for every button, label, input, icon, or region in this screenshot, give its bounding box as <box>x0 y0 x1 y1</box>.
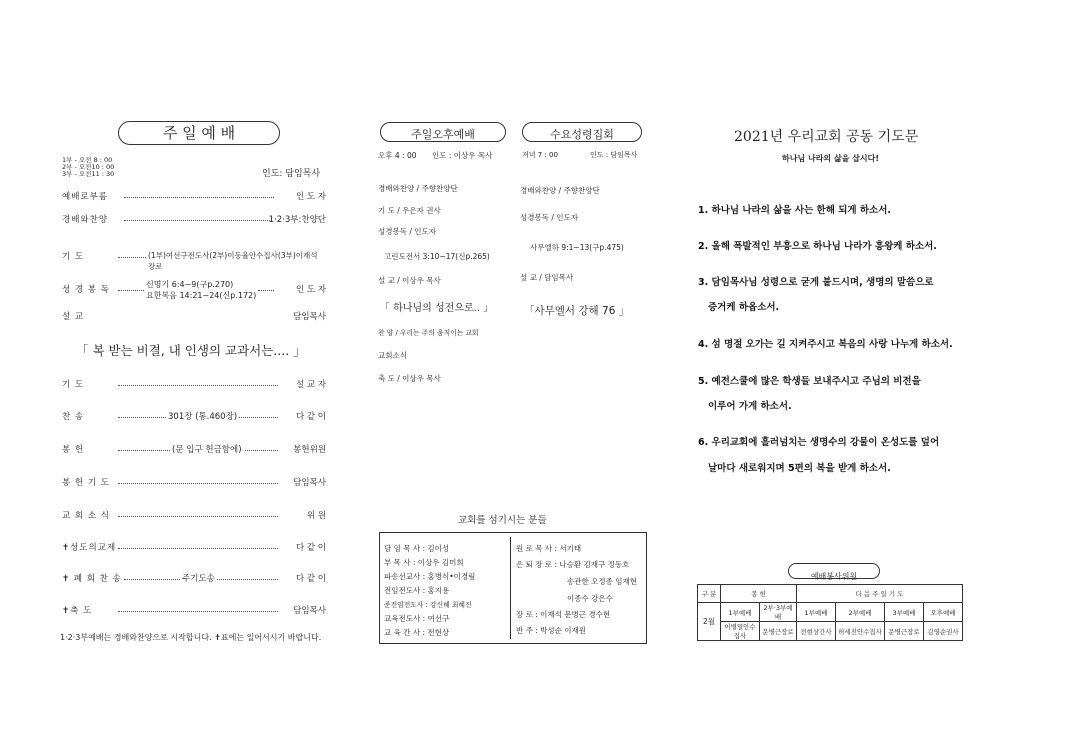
duty-cell: 문병근장로 <box>760 622 797 641</box>
order-label: ✝축 도 <box>62 606 93 616</box>
staff-title: 교회를 섬기시는 분들 <box>458 515 547 526</box>
duty-title <box>788 563 880 579</box>
duty-cell: 김영순권사 <box>924 622 963 641</box>
duty-sub: 3부예배 <box>885 603 924 622</box>
prayer-item: 5. 예전스쿨에 많은 학생들 보내주시고 주님의 비전을 <box>698 376 921 387</box>
afternoon-item: 기 도 / 우은자 권사 <box>378 206 441 215</box>
duty-sub: 2부·3부예배 <box>760 603 797 622</box>
duty-table <box>697 584 963 641</box>
duty-cell: 허세진안수집사 <box>836 622 885 641</box>
staff-left: 전임전도사 : 홍지용 <box>384 586 450 595</box>
order-right: 인 도 자 <box>295 285 326 295</box>
order-right: 다 같 이 <box>295 543 326 553</box>
footnote: 1·2·3부예배는 경배와찬양으로 시작합니다. ✝표에는 일어서시기 바랍니다. <box>60 633 322 642</box>
duty-head: 구 분 <box>698 585 721 603</box>
scripture-1: 신명기 6:4~9(구p.270) <box>146 280 234 289</box>
duty-head: 다 음 주 일 기 도 <box>797 585 963 603</box>
wednesday-time: 저녁 7 : 00 <box>522 151 558 159</box>
order-right: 인 도 자 <box>295 192 326 202</box>
order-row <box>62 541 326 555</box>
order-right: 위 원 <box>306 511 326 521</box>
staff-right: 장 로 : 이재석 문병근 경수현 <box>516 610 611 619</box>
order-right: 담임목사 <box>293 478 326 488</box>
order-row <box>62 572 326 586</box>
order-row <box>62 476 326 490</box>
afternoon-leader: 인도 : 이상우 목사 <box>432 151 493 160</box>
staff-left: 준전임전도사 : 강신혜 최혜진 <box>384 601 472 609</box>
afternoon-scripture: 고린도전서 3:10~17(신p.265) <box>384 252 490 261</box>
prayer-item: 이루어 가게 하소서. <box>708 401 792 412</box>
staff-right: 은 퇴 장 로 : 나승환 김재구 정동호 <box>516 560 630 569</box>
staff-right: 반 주 : 박성순 이재원 <box>516 626 587 635</box>
order-label: ✝ 폐 회 찬 송 <box>62 574 122 584</box>
prayer-item: 2. 올해 폭발적인 부흥으로 하나님 나라가 흥왕케 하소서. <box>698 241 937 252</box>
duty-month: 2월 <box>698 603 721 641</box>
prayer-item: 1. 하나님 나라의 삶을 사는 한해 되게 하소서. <box>698 205 891 216</box>
order-right: 담임목사 <box>293 312 326 322</box>
duty-sub: 1부예배 <box>797 603 836 622</box>
staff-right: 원 로 목 사 : 서기태 <box>516 544 582 553</box>
staff-left: 담 임 목 사 : 김이성 <box>384 544 450 553</box>
staff-right: 이종수 강은수 <box>567 594 613 603</box>
afternoon-item: 경배와찬양 / 주향찬양단 <box>378 184 458 193</box>
duty-title-text: 예배봉사위원 <box>810 572 858 581</box>
afternoon-title-text: 주일오후예배 <box>411 128 475 141</box>
order-mid: (문 입구 헌금함에) <box>172 445 242 455</box>
afternoon-item: 성경봉독 / 인도자 <box>378 227 437 236</box>
main-service-leader: 인도: 담임목사 <box>262 169 321 179</box>
order-right: 1·2·3부:찬양단 <box>268 215 326 225</box>
prayer-item: 증거케 하옵소서. <box>708 302 780 313</box>
wednesday-item: 설 교 / 담임목사 <box>520 273 574 282</box>
order-mid: 주기도송 <box>182 574 215 584</box>
staff-left: 교 육 간 사 : 전현상 <box>384 628 450 637</box>
order-mid: (1부)여선구전도사(2부)이동율안수집사(3부)이재석장로 <box>146 250 326 272</box>
afternoon-item: 교회소식 <box>378 351 407 360</box>
order-right: 다 같 이 <box>295 574 326 584</box>
order-row <box>62 410 326 424</box>
order-right: 봉헌위원 <box>293 445 326 455</box>
duty-sub: 2부예배 <box>836 603 885 622</box>
duty-sub: 오후예배 <box>924 603 963 622</box>
duty-cell: 이병열안수집사 <box>721 622 760 641</box>
order-mid: 301장 (통.460장) <box>168 412 238 422</box>
order-row <box>62 250 326 271</box>
order-right: 설 교 자 <box>295 380 326 390</box>
order-label: 설 교 <box>62 312 85 322</box>
order-row <box>62 310 326 324</box>
duty-cell: 문병근장로 <box>885 622 924 641</box>
prayer-title: 2021년 우리교회 공동 기도문 <box>734 129 919 145</box>
prayer-item: 4. 섬 명절 오가는 길 지켜주시고 복음의 사랑 나누게 하소서. <box>698 339 953 350</box>
afternoon-item: 찬 양 / 우리는 주의 움직이는 교회 <box>378 329 479 337</box>
order-row <box>62 378 326 392</box>
order-label: 봉 헌 <box>62 445 85 455</box>
main-service-title <box>118 121 280 145</box>
afternoon-item: 설 교 / 이상우 목사 <box>378 276 441 285</box>
afternoon-service-title <box>380 122 506 142</box>
order-label: 경배와찬양 <box>62 215 109 225</box>
wednesday-scripture: 사무엘하 9:1~13(구p.475) <box>530 243 624 252</box>
sermon-title: 「 복 받는 비결, 내 인생의 교과서는.... 」 <box>76 343 306 358</box>
order-row <box>62 213 326 227</box>
wednesday-title-text: 수요성령집회 <box>550 128 614 141</box>
staff-right: 송관한 오정종 임재현 <box>567 577 637 586</box>
order-row <box>62 190 326 204</box>
prayer-item: 3. 담임목사님 성령으로 굳게 붙드시며, 생명의 말씀으로 <box>698 277 934 288</box>
staff-left: 파송선교사 : 홍병식•이경림 <box>384 572 476 581</box>
wednesday-item: 성경봉독 / 인도자 <box>520 213 579 222</box>
order-right: 담임목사 <box>293 606 326 616</box>
afternoon-item: 축 도 / 이상우 목사 <box>378 374 441 383</box>
order-row <box>62 443 326 457</box>
service-time-1: 1부 - 오전 8 : 00 <box>62 156 113 164</box>
duty-head: 봉 헌 <box>721 585 797 603</box>
order-label: 성 경 봉 독 <box>62 285 110 295</box>
main-service-title-text: 주 일 예 배 <box>162 124 236 142</box>
wednesday-sermon: 「사무엘서 강해 76 」 <box>524 305 630 317</box>
duty-sub: 1부예배 <box>721 603 760 622</box>
service-time-3: 3부 - 오전11 : 30 <box>62 170 115 178</box>
order-label: 찬 송 <box>62 412 85 422</box>
wednesday-item: 경배와찬양 / 주향찬양단 <box>520 186 600 195</box>
service-time-2: 2부 - 오전10 : 00 <box>62 163 115 171</box>
afternoon-time: 오후 4 : 00 <box>378 151 417 160</box>
order-label: 기 도 <box>62 380 85 390</box>
staff-left: 부 목 사 : 이상우 김미희 <box>384 558 464 567</box>
order-right: 다 같 이 <box>295 412 326 422</box>
order-label: 기 도 <box>62 252 85 262</box>
order-row <box>62 509 326 523</box>
wednesday-service-title <box>522 122 642 142</box>
prayer-subtitle: 하나님 나라의 삶을 삽시다! <box>782 154 880 163</box>
order-row <box>62 604 326 618</box>
wednesday-leader: 인도 : 담임목사 <box>590 151 638 159</box>
prayer-item: 날마다 새로워지며 5편의 복을 받게 하소서. <box>708 463 891 474</box>
prayer-item: 6. 우리교회에 흘러넘치는 생명수의 강물이 온성도를 덮어 <box>698 437 940 448</box>
order-label: 예배로부름 <box>62 192 109 202</box>
staff-left: 교육전도사 : 여선구 <box>384 614 450 623</box>
duty-cell: 전현상간사 <box>797 622 836 641</box>
scripture-2: 요한복음 14:21~24(신p.172) <box>146 291 257 300</box>
order-label: 봉 헌 기 도 <box>62 478 110 488</box>
afternoon-sermon: 「 하나님의 성전으로.. 」 <box>380 303 494 314</box>
order-label: ✝성도의교제 <box>62 543 117 553</box>
order-label: 교 회 소 식 <box>62 511 110 521</box>
